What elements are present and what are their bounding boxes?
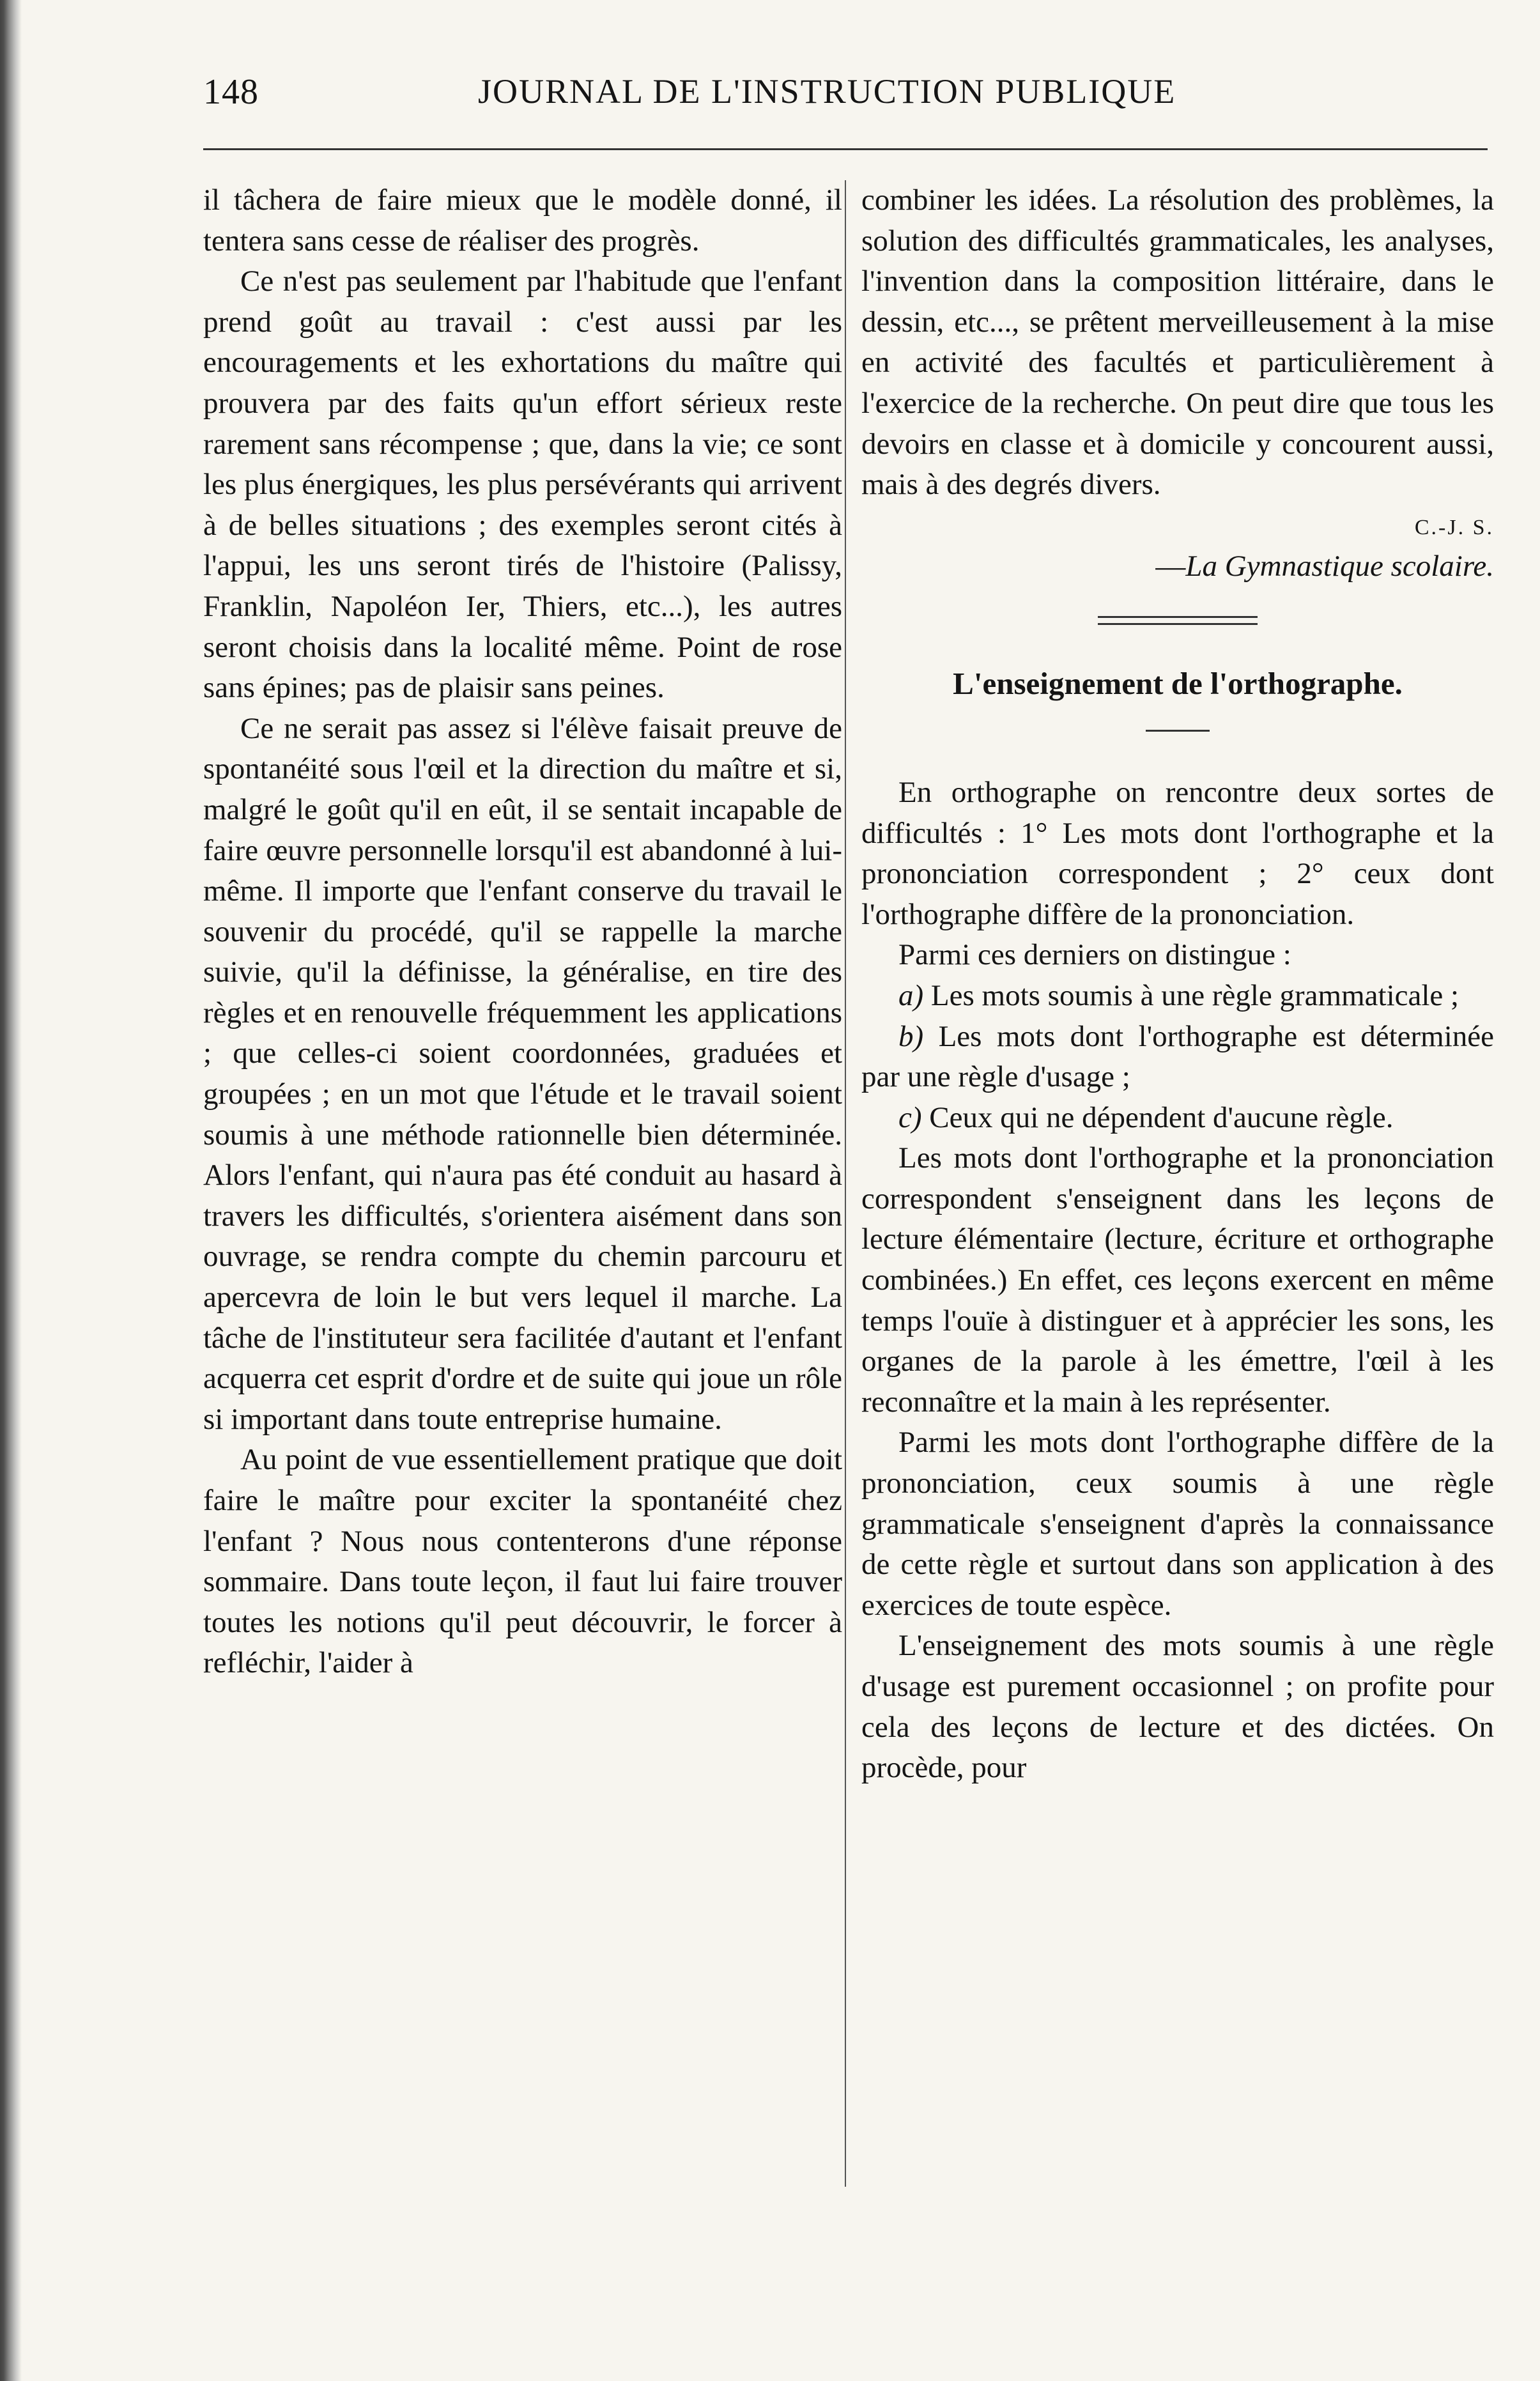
list-item-text: Ceux qui ne dépendent d'aucune règle. — [929, 1100, 1394, 1134]
paragraph: Parmi les mots dont l'orthographe diffère de la prononciation, ceux soumis à une règle grammaticale s'enseignent d'après la connaissance de cette règle et surtout dans son application à des exercices de toute espèce. — [861, 1426, 1494, 1622]
list-item-label: a) — [898, 978, 924, 1012]
source-dash: — — [1155, 549, 1186, 583]
page-header — [203, 72, 1315, 123]
paragraph: Parmi ces derniers on distingue : — [898, 938, 1291, 972]
list-item-label: b) — [898, 1019, 924, 1053]
paragraph: Ce n'est pas seulement par l'habitude que l'enfant prend goût au travail : c'est aussi par les encouragements et les exhortations du maître qui prouvera par des faits qu'un effort sérieux reste rarement sans récompense ; que, dans la vie; ce sont les plus énergiques, les plus persévérants qui arrivent à de belles situations ; des exemples seront cités à l'appui, les uns seront tirés de l'histoire (Palissy, Franklin, Napoléon Ier, Thiers, etc...), les autres seront choisis dans la localité même. Point de rose sans épines; pas de plaisir sans peines. — [203, 265, 842, 705]
source-title: La Gymnastique scolaire. — [1185, 549, 1494, 583]
right-column — [861, 180, 1494, 1789]
paragraph-continuation: combiner les idées. La résolution des problèmes, la solution des difficultés grammaticales, les analyses, l'invention dans la composition littéraire, dans le dessin, etc..., se prêtent merveilleusement à la mise en activité des facultés et particulièrement à l'exercice de la recherche. On peut dire que tous les devoirs en classe et à domicile y concourent aussi, mais à des degrés divers. — [861, 183, 1494, 502]
paragraph: En orthographe on rencontre deux sortes de difficultés : 1° Les mots dont l'orthographe et la prononciation correspondent ; 2° ceux dont l'orthographe diffère de la prononciation. — [861, 775, 1494, 931]
list-item — [861, 1098, 1494, 1139]
page-number: 148 — [203, 72, 259, 112]
author-signature: C.-J. S. — [1414, 515, 1494, 539]
title-rule — [1146, 730, 1210, 732]
list-item — [861, 976, 1494, 1017]
list-item — [861, 1017, 1494, 1098]
paragraph: L'enseignement des mots soumis à une règle d'usage est purement occasionnel ; on profite pour cela des leçons de lecture et des dictées. On procède, pour — [861, 1629, 1494, 1785]
paragraph: Ce ne serait pas assez si l'élève faisait preuve de spontanéité sous l'œil et la direction du maître et si, malgré le goût qu'il en eût, il se sentait incapable de faire œuvre personnelle lorsqu'il est abandonné à lui-même. Il importe que l'enfant conserve du travail le souvenir du procédé, qu'il se rappelle la marche suivie, qu'il la définisse, la généralise, en tire des règles et en renouvelle fréquemment les applications ; que celles-ci soient coordonnées, graduées et groupées ; en un mot que l'étude et le travail soient soumis à une méthode rationnelle bien déterminée. Alors l'enfant, qui n'aura pas été conduit au hasard à travers les difficultés, s'orientera aisément dans son ouvrage, se rendra compte du chemin parcouru et apercevra de loin le but vers lequel il marche. La tâche de l'instituteur sera facilitée d'autant et l'enfant acquerra cet esprit d'ordre et de suite qui joue un rôle si important dans toute entreprise humaine. — [203, 711, 842, 1436]
paragraph: Au point de vue essentiellement pratique que doit faire le maître pour exciter la spontanéité chez l'enfant ? Nous nous contenterons d'une réponse sommaire. Dans toute leçon, il faut lui faire trouver toutes les notions qu'il peut découvrir, le forcer à refléchir, l'aider à — [203, 1443, 842, 1680]
header-rule — [203, 148, 1488, 150]
column-divider — [845, 180, 846, 2187]
paragraph: Les mots dont l'orthographe et la prononciation correspondent s'enseignent dans les leçons de lecture élémentaire (lecture, écriture et orthographe combinées.) En effet, ces leçons exercent en même temps l'ouïe à distinguer et à apprécier les sons, les organes de la parole à les émettre, l'œil à les reconnaître et la main à les représenter. — [861, 1141, 1494, 1419]
source-citation — [861, 546, 1494, 587]
section-separator — [1098, 616, 1258, 625]
list-item-text: Les mots dont l'orthographe est déterminée par une règle d'usage ; — [861, 1019, 1494, 1094]
binding-edge — [0, 0, 22, 2381]
section-title: L'enseignement de l'orthographe. — [953, 666, 1403, 702]
left-column — [203, 180, 842, 1684]
list-item-label: c) — [898, 1100, 922, 1134]
running-title: JOURNAL DE L'INSTRUCTION PUBLIQUE — [478, 72, 1176, 111]
paragraph: il tâchera de faire mieux que le modèle donné, il tentera sans cesse de réaliser des progrès. — [203, 183, 842, 258]
list-item-text: Les mots soumis à une règle grammaticale ; — [930, 978, 1459, 1012]
